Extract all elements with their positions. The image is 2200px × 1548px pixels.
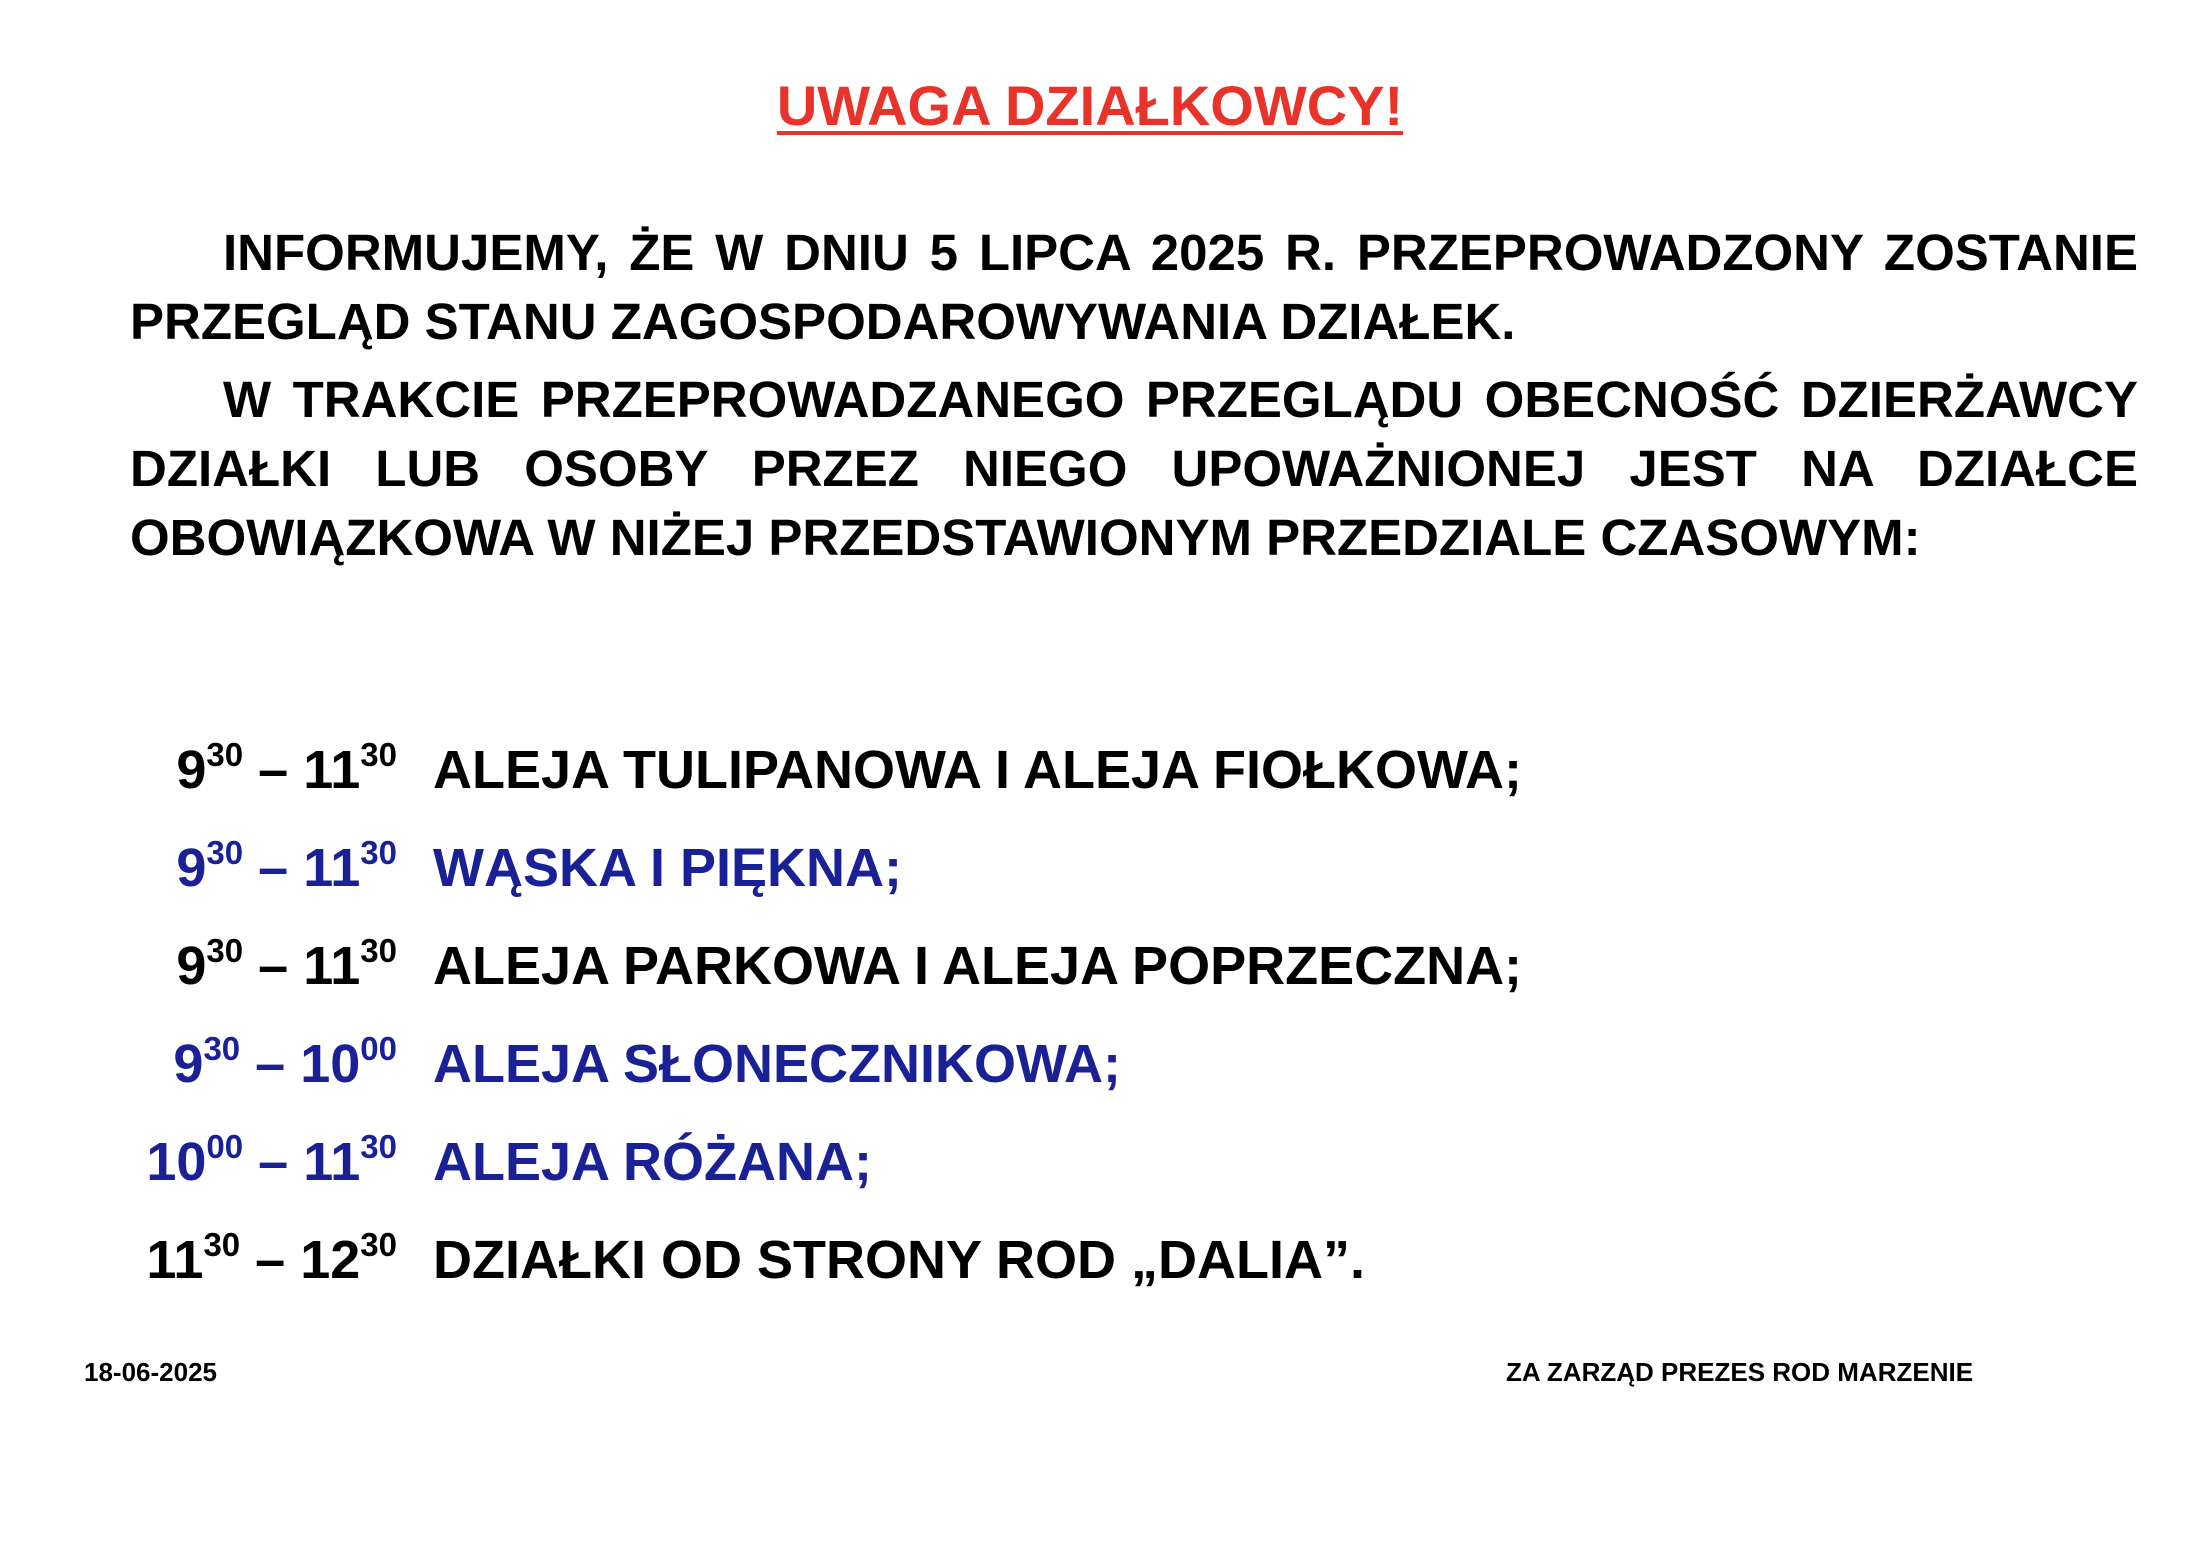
page-title: UWAGA DZIAŁKOWCY! [776, 74, 1404, 137]
time-range: $9^{30} - 11^{30}$ [176, 736, 397, 800]
time-range: $9^{30} - 10^{00}$ [173, 1030, 397, 1094]
schedule-row [0, 1019, 2200, 1109]
schedule-row [0, 725, 2200, 815]
announcement-paragraph: INFORMUJEMY, ŻE W DNIU 5 LIPCA 2025 R. PRZEPROWADZONY ZOSTANIE PRZEGLĄD STANU ZAGOSPODAROWYWANIA DZIAŁEK. [130, 224, 2138, 350]
schedule-row [0, 921, 2200, 1011]
schedule-row [0, 1117, 2200, 1207]
schedule-row [0, 1215, 2200, 1305]
time-range: $11^{30} - 12^{30}$ [146, 1226, 397, 1290]
alley-label: DZIAŁKI OD STRONY ROD „DALIA”. [433, 1230, 1366, 1290]
schedule-row [0, 823, 2200, 913]
document-date: 18-06-2025 [84, 1357, 217, 1387]
attendance-paragraph: W TRAKCIE PRZEPROWADZANEGO PRZEGLĄDU OBECNOŚĆ DZIERŻAWCY DZIAŁKI LUB OSOBY PRZEZ NIEGO UPOWAŻNIONEJ JEST NA DZIAŁCE OBOWIĄZKOWA W NIŻEJ PRZEDSTAWIONYM PRZEDZIALE CZASOWYM: [130, 371, 2138, 566]
time-range: $9^{30} - 11^{30}$ [176, 834, 397, 898]
signature-line: ZA ZARZĄD PREZES ROD MARZENIE [1506, 1357, 1974, 1387]
time-range: $9^{30} - 11^{30}$ [176, 932, 397, 996]
alley-label: ALEJA SŁONECZNIKOWA; [433, 1034, 1121, 1094]
time-range: $10^{00} - 11^{30}$ [146, 1128, 397, 1192]
alley-label: ALEJA RÓŻANA; [433, 1132, 872, 1192]
alley-label: ALEJA TULIPANOWA I ALEJA FIOŁKOWA; [433, 740, 1522, 800]
alley-label: ALEJA PARKOWA I ALEJA POPRZECZNA; [433, 936, 1523, 996]
alley-label: WĄSKA I PIĘKNA; [433, 838, 902, 898]
